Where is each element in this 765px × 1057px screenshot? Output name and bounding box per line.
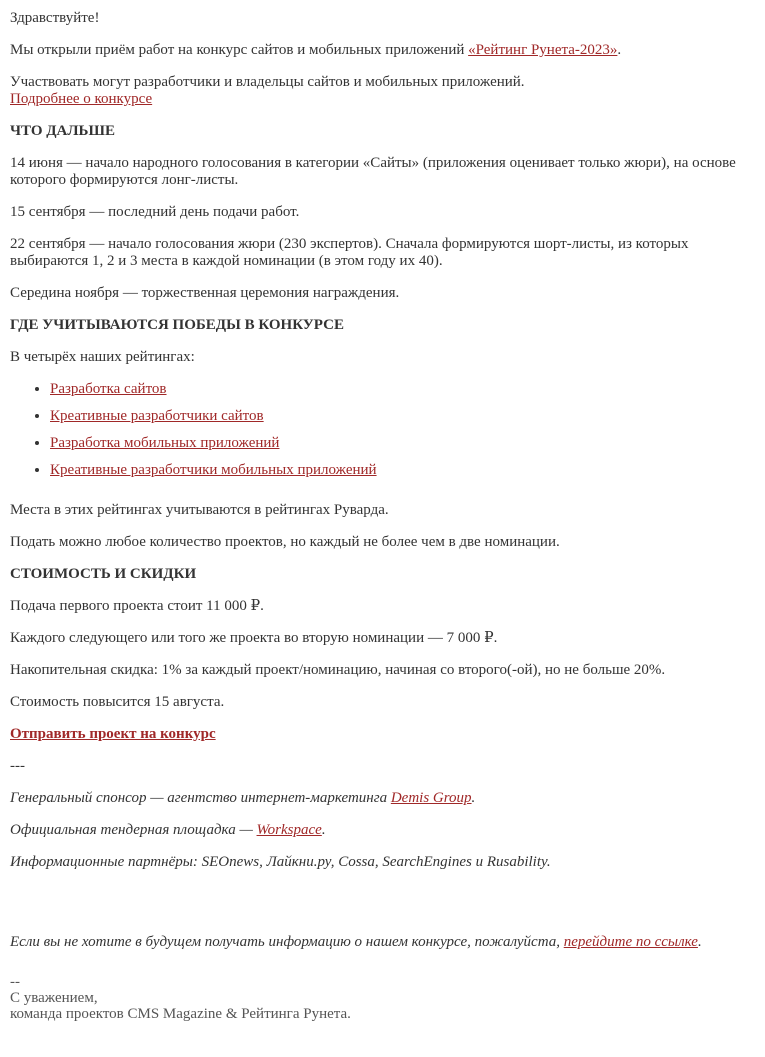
- greeting: Здравствуйте!: [10, 10, 100, 26]
- timeline-item: 14 июня — начало народного голосования в категории «Сайты» (приложения оценивает только жюри), на основе которого формируются лонг-листы.: [10, 155, 736, 188]
- wins-intro: В четырёх наших рейтингах:: [10, 349, 195, 365]
- unsubscribe-link[interactable]: перейдите по ссылке: [563, 934, 698, 950]
- info-partners: Информационные партнёры: SEOnews, Лайкни.ру, Cossa, SearchEngines и Rusability.: [10, 854, 551, 870]
- ratings-list: [10, 381, 755, 479]
- demis-group-link[interactable]: Demis Group: [390, 790, 472, 806]
- rating-link-creative-mobile-apps[interactable]: Креативные разработчики мобильных приложений: [50, 462, 377, 478]
- rating-link-creative-websites[interactable]: Креативные разработчики сайтов: [50, 408, 264, 424]
- spacer: [10, 886, 755, 934]
- cta-paragraph: [10, 726, 755, 743]
- signature-line: С уважением,: [10, 990, 98, 1006]
- general-sponsor-text: Генеральный спонсор — агентство интернет-маркетинга: [10, 790, 391, 806]
- signature-line: команда проектов CMS Magazine & Рейтинга Рунета.: [10, 1006, 351, 1022]
- rating-runeta-link[interactable]: «Рейтинг Рунета-2023»: [468, 42, 618, 58]
- list-item: [50, 462, 755, 479]
- cost-heading: СТОИМОСТЬ И СКИДКИ: [10, 566, 197, 582]
- workspace-link[interactable]: Workspace: [256, 822, 322, 838]
- nominations-note: Подать можно любое количество проектов, но каждый не более чем в две номинации.: [10, 534, 560, 550]
- timeline-item: 15 сентября — последний день подачи работ.: [10, 204, 300, 220]
- cost-item: Каждого следующего или того же проекта во вторую номинации — 7 000 ₽.: [10, 630, 498, 646]
- intro-text: Мы открыли приём работ на конкурс сайтов и мобильных приложений: [10, 42, 469, 58]
- list-item: [50, 408, 755, 425]
- tender-end: .: [321, 822, 326, 838]
- next-heading: ЧТО ДАЛЬШЕ: [10, 123, 115, 139]
- ruward-note: Места в этих рейтингах учитываются в рейтингах Руварда.: [10, 502, 389, 518]
- separator: ---: [10, 758, 25, 774]
- participants-paragraph: [10, 74, 755, 108]
- participants-text: Участвовать могут разработчики и владельцы сайтов и мобильных приложений.: [10, 74, 525, 90]
- intro-paragraph: [10, 42, 755, 59]
- cost-item: Накопительная скидка: 1% за каждый проект/номинацию, начиная со второго(-ой), но не больше 20%.: [10, 662, 666, 678]
- unsubscribe-end: .: [697, 934, 702, 950]
- contest-details-link[interactable]: Подробнее о конкурсе: [10, 91, 153, 107]
- tender-text: Официальная тендерная площадка —: [10, 822, 257, 838]
- list-item: [50, 381, 755, 398]
- intro-end: .: [617, 42, 622, 58]
- list-item: [50, 435, 755, 452]
- unsubscribe-text: Если вы не хотите в будущем получать информацию о нашем конкурсе, пожалуйста,: [10, 934, 564, 950]
- cost-item: Стоимость повысится 15 августа.: [10, 694, 225, 710]
- general-sponsor: [10, 790, 755, 807]
- cost-item: Подача первого проекта стоит 11 000 ₽.: [10, 598, 264, 614]
- rating-link-mobile-apps[interactable]: Разработка мобильных приложений: [50, 435, 280, 451]
- submit-project-link[interactable]: Отправить проект на конкурс: [10, 726, 216, 742]
- general-sponsor-end: .: [471, 790, 476, 806]
- wins-heading: ГДЕ УЧИТЫВАЮТСЯ ПОБЕДЫ В КОНКУРСЕ: [10, 317, 344, 333]
- unsubscribe-paragraph: [10, 934, 755, 951]
- rating-link-websites[interactable]: Разработка сайтов: [50, 381, 167, 397]
- tender-platform: [10, 822, 755, 839]
- spacer: [10, 494, 755, 502]
- timeline-item: 22 сентября — начало голосования жюри (230 экспертов). Сначала формируются шорт-листы, из которых выбираются 1, 2 и 3 места в каждой номинации (в этом году их 40).: [10, 236, 689, 269]
- timeline-item: Середина ноября — торжественная церемония награждения.: [10, 285, 400, 301]
- signature: [10, 974, 755, 1022]
- signature-dash: --: [10, 974, 20, 990]
